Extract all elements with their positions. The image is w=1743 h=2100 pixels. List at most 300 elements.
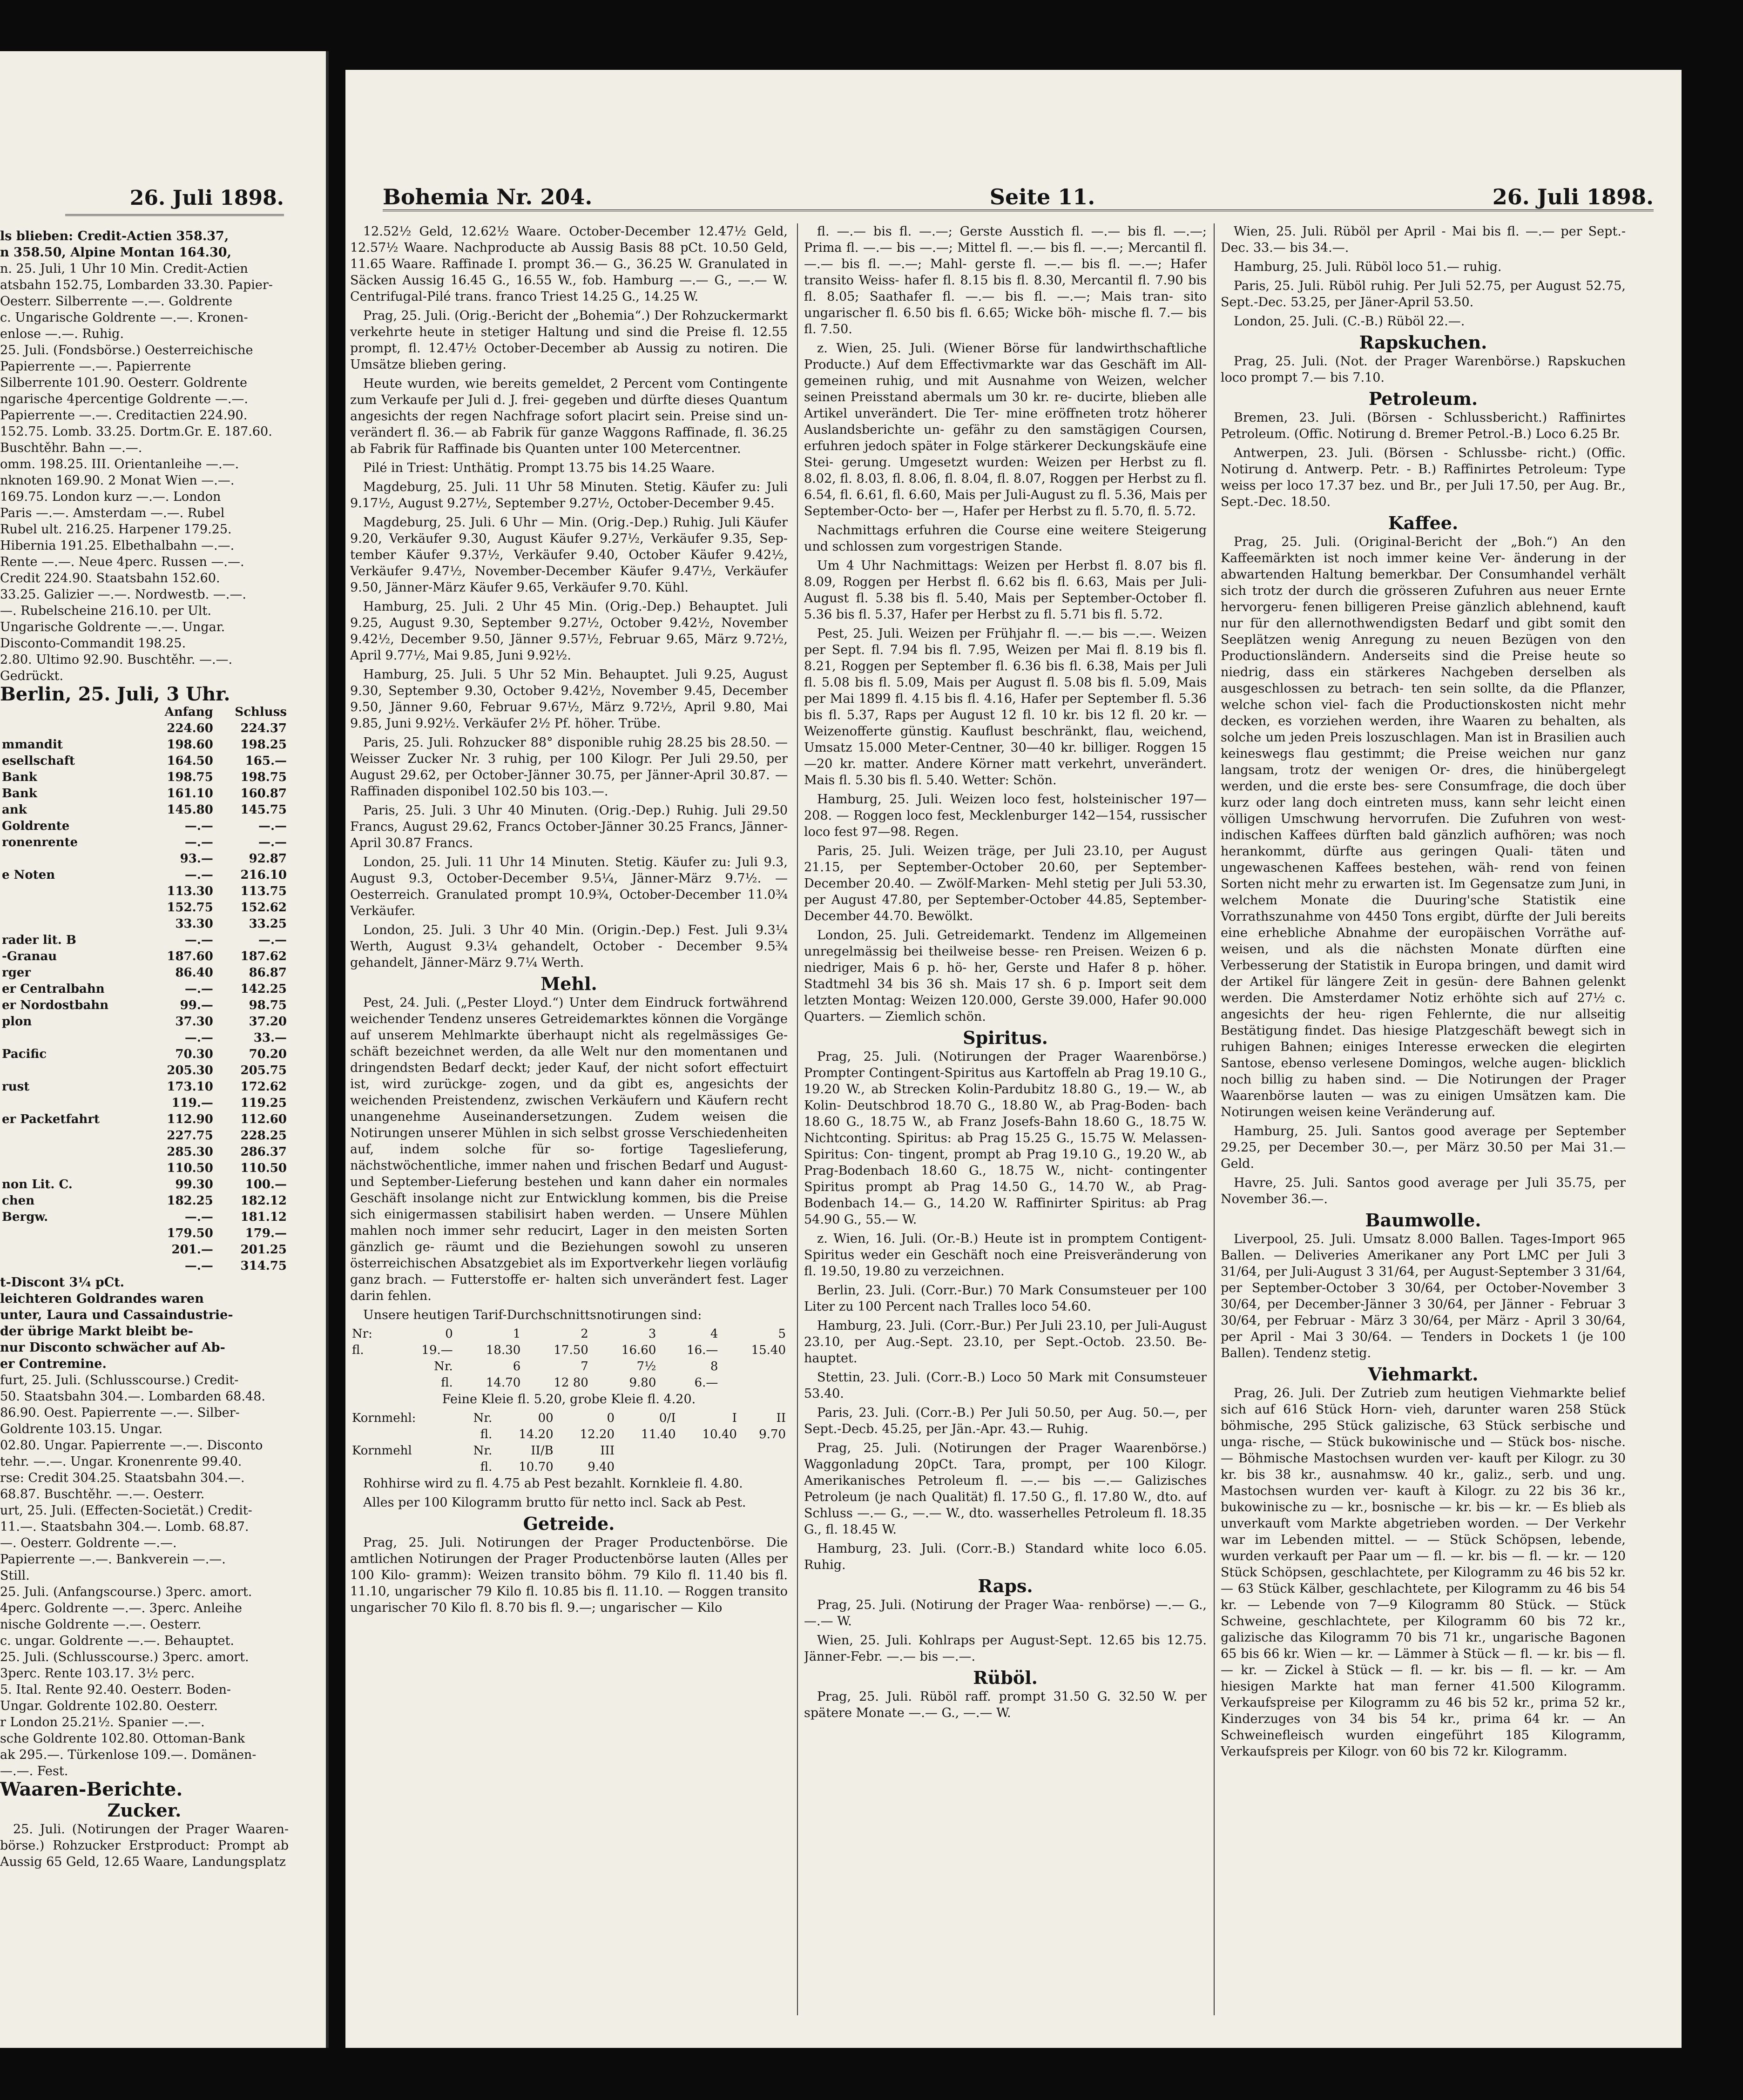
table-cell: 2 <box>581 1327 588 1341</box>
paragraph: Wien, 25. Juli. Rüböl per April - Mai bis fl. —.— per Sept.-Dec. 33.— bis 34.—. <box>1221 224 1626 255</box>
table-cell: 1 <box>513 1327 521 1341</box>
paragraph: London, 25. Juli. Getreidemarkt. Tendenz im Allgemeinen unregelmässig bei theilweise besse- ren Preisen. Weizen 6 p. niedriger, Mais 6 p. hö- her, Gerste und Hafer 8 p. höher. Stadtmehl 34 bis 36 sh. Mais 17 sh. 6 p. Import seit dem letzten Montag: Weizen 120.000, Gerste 39.000, Hafer 90.000 Quarters. — Ziemlich schön. <box>804 928 1207 1024</box>
section-heading-petroleum: Petroleum. <box>1368 388 1478 409</box>
table-row <box>350 1359 788 1375</box>
table-row <box>0 1177 289 1193</box>
column-3 <box>1221 223 1626 2015</box>
table-row <box>0 949 289 965</box>
paragraph: Havre, 25. Juli. Santos good average per Juli 35.75, per November 36.—. <box>1221 1176 1626 1206</box>
text-line: Ungar. Goldrente 102.80. Oesterr. <box>0 1699 218 1713</box>
table-cell: 285.30 <box>167 1145 213 1159</box>
section-heading-mehl: Mehl. <box>540 973 597 994</box>
table-row <box>0 737 289 753</box>
text-line: 3perc. Rente 103.17. 3½ perc. <box>0 1666 195 1681</box>
paragraph: Nachmittags erfuhren die Course eine weitere Steigerung und schlossen zum vorgestrigen Stande. <box>804 523 1207 554</box>
table-cell: chen <box>2 1194 35 1208</box>
table-cell: er Packetfahrt <box>2 1112 100 1126</box>
paragraph: Paris, 25. Juli. Rüböl ruhig. Per Juli 52.75, per August 52.75, Sept.-Dec. 53.25, per Jäner-April 53.50. <box>1221 279 1626 310</box>
table-cell: 16.— <box>687 1343 718 1357</box>
table-cell: 98.75 <box>249 998 287 1012</box>
table-cell: -Granau <box>2 949 57 963</box>
text-line: c. Ungarische Goldrente —.—. Kronen- <box>0 310 248 325</box>
paragraph: Liverpool, 25. Juli. Umsatz 8.000 Ballen. Tages-Import 965 Ballen. — Deliveries Amerikaner any Port LMC per Juli 3 31/64, per Juli-August 3 31/64, per August-September 3 31/64, per September-October 3 30/64, per October-November 3 30/64, per December-Jänner 3 30/64, per Jänner - Februar 3 30/64, per Februar - März 3 30/64, per März - April 3 30/64, per April - Mai 3 30/64. — Tenders in Dockets 1 (je 100 Ballen). Tendenz stetig. <box>1221 1232 1626 1360</box>
text-line: nknoten 169.90. 2 Monat Wien —.—. <box>0 473 235 488</box>
left-page <box>0 51 329 2048</box>
table-cell: 33.— <box>253 1031 287 1045</box>
paragraph: Prag, 25. Juli. (Not. der Prager Warenbörse.) Rapskuchen loco prompt 7.— bis 7.10. <box>1221 354 1626 385</box>
text-line: Papierrente —.—. Creditactien 224.90. <box>0 408 248 423</box>
table-cell: 224.37 <box>240 721 287 735</box>
text-line: Rente —.—. Neue 4perc. Russen —.—. <box>0 555 244 569</box>
table-cell: 18.30 <box>486 1343 521 1357</box>
table-cell: fl. <box>441 1376 453 1390</box>
paragraph: Prag, 25. Juli. Rüböl raff. prompt 31.50 G. 32.50 W. per spätere Monate —.— G., —.— W. <box>804 1689 1207 1720</box>
text-line: 25. Juli. (Anfangscourse.) 3perc. amort. <box>0 1585 252 1599</box>
table-row <box>0 786 289 802</box>
table-cell: 216.10 <box>240 868 287 882</box>
table-cell: 113.30 <box>167 884 213 898</box>
table-cell: 110.50 <box>167 1161 213 1175</box>
section-heading-raps: Raps. <box>978 1575 1033 1596</box>
table-cell: 179.— <box>245 1226 287 1240</box>
table-cell <box>0 883 146 900</box>
table-cell: Pacific <box>2 1047 47 1061</box>
table-row <box>0 1095 289 1111</box>
section-heading-rapskuchen: Rapskuchen. <box>1359 332 1487 353</box>
table-cell: —.— <box>258 835 287 849</box>
table-cell: 113.75 <box>240 884 287 898</box>
paragraph: Heute wurden, wie bereits gemeldet, 2 Percent vom Contingente zum Verkaufe per Juli d. J. frei- gegeben und dürfte dieses Quantum angesichts der regen Nachfrage sofort placirt sein. Preise sind un- verändert fl. 36.— ab Fabrik für ganze Waggons Raffinade, fl. 36.25 ab Fabrik für Raffinade bis Quanten unter 100 Metercentner. <box>350 377 788 456</box>
text-line: 50. Staatsbahn 304.—. Lombarden 68.48. <box>0 1389 265 1404</box>
table-cell: II <box>776 1411 786 1425</box>
section-heading-kaffee: Kaffee. <box>1388 512 1459 533</box>
page-number: Seite 11. <box>989 184 1095 209</box>
table-cell: 37.20 <box>249 1015 287 1029</box>
table-cell: Bank <box>2 770 37 784</box>
text-line: Paris —.—. Amsterdam —.—. Rubel <box>0 506 225 520</box>
table-cell: 99.— <box>180 998 213 1012</box>
table-cell: 0 <box>607 1411 615 1425</box>
text-line: Papierrente —.—. Papierrente <box>0 359 191 374</box>
table-cell: Nr. <box>473 1444 493 1458</box>
text-line: leichteren Goldrandes waren <box>0 1292 204 1306</box>
table-cell: fl. <box>352 1343 364 1357</box>
paragraph: Feine Kleie fl. 5.20, grobe Kleie fl. 4.20. <box>442 1392 696 1407</box>
table-cell <box>0 900 146 916</box>
table-row <box>0 835 289 851</box>
table-row <box>0 883 289 900</box>
table-cell <box>0 1030 146 1046</box>
table-cell: 201.25 <box>240 1243 287 1257</box>
table-cell: ronenrente <box>2 835 78 849</box>
table-row <box>0 802 289 818</box>
text-line: Berlin, 25. Juli, 3 Uhr. <box>0 683 230 705</box>
paragraph: Pest, 25. Juli. Weizen per Frühjahr fl. —.— bis —.—. Weizen per Sept. fl. 7.94 bis fl. 7.95, Weizen per Mai fl. 8.19 bis fl. 8.21, Roggen per September fl. 6.36 bis fl. 6.38, Mais per Juli fl. 5.08 bis fl. 5.09, Mais per August fl. 5.08 bis fl. 5.09, Mais per Mai 1899 fl. 4.15 bis fl. 4.16, Hafer per September fl. 5.36 bis fl. 5.37, Raps per August 12 fl. 10 kr. bis 12 fl. 20 kr. — Weizenofferte günstig. Kauflust beschränkt, flau, weichend, Umsatz 15.000 Meter-Centner, 30—40 kr. billiger. Roggen 15—20 kr. matter. Andere Körner matt verkehrt, unverändert. Mais fl. 5.30 bis fl. 5.40. Wetter: Schön. <box>804 626 1207 788</box>
paragraph: Hamburg, 25. Juli. Rüböl loco 51.— ruhig. <box>1234 260 1502 274</box>
text-line: 2.80. Ultimo 92.90. Buschtěhr. —.—. <box>0 653 233 667</box>
text-line: 68.87. Buschtěhr. —.—. Oesterr. <box>0 1487 205 1501</box>
table-cell: rger <box>2 966 31 980</box>
paragraph: Paris, 25. Juli. Rohzucker 88° disponible ruhig 28.25 bis 28.50. — Weisser Zucker Nr. 3 ruhig, per 100 Kilogr. Per Juli 29.50, per August 29.62, per October-Jänner 30.75, per Jänner-April 30.87. — Raffinaden disponibel 102.50 bis 103.—. <box>350 735 788 799</box>
text-line: Ungarische Goldrente —.—. Ungar. <box>0 620 225 634</box>
text-line: nische Goldrente —.—. Oesterr. <box>0 1617 202 1632</box>
table-cell: 179.50 <box>167 1226 213 1240</box>
table-cell: 92.87 <box>249 852 287 866</box>
table-cell: —.— <box>184 1259 213 1273</box>
table-cell: 14.20 <box>519 1427 554 1441</box>
table-row <box>0 851 289 867</box>
table-cell: 9.40 <box>588 1460 615 1474</box>
paragraph: Rohhirse wird zu fl. 4.75 ab Pest bezahlt. Kornkleie fl. 4.80. <box>363 1476 743 1491</box>
table-cell <box>0 1128 146 1144</box>
text-line: urt, 25. Juli. (Effecten-Societät.) Credit- <box>0 1503 252 1518</box>
table-cell: III <box>600 1444 615 1458</box>
text-line: 169.75. London kurz —.—. London <box>0 490 221 504</box>
table-row <box>0 1014 289 1030</box>
table-row <box>0 867 289 883</box>
table-cell: 11.40 <box>641 1427 676 1441</box>
paragraph: Hamburg, 23. Juli. (Corr.-B.) Standard white loco 6.05. Ruhig. <box>804 1541 1207 1572</box>
text-line: er Contremine. <box>0 1357 107 1371</box>
text-line: 25. Juli. (Fondsbörse.) Oesterreichische <box>0 343 253 357</box>
text-line: Oesterr. Silberrente —.—. Goldrente <box>0 294 233 309</box>
table-row <box>0 720 289 737</box>
paragraph: Hamburg, 25. Juli. Santos good average per September 29.25, per December 30.—, per März 30.50 per Mai 31.— Geld. <box>1221 1124 1626 1171</box>
table-cell <box>350 1459 458 1475</box>
text-line: —. Rubelscheine 216.10. per Ult. <box>0 604 211 618</box>
text-line: sche Goldrente 102.80. Ottoman-Bank <box>0 1731 245 1746</box>
text-line: nur Disconto schwächer auf Ab- <box>0 1340 225 1355</box>
table-cell: 205.30 <box>167 1063 213 1077</box>
text-line: unter, Laura und Cassaindustrie- <box>0 1308 233 1322</box>
paragraph: 25. Juli. (Notirungen der Prager Waaren- börse.) Rohzucker Erstproduct: Prompt ab Aussig 65 Geld, 12.65 Waare, Landungsplatz <box>0 1822 289 1869</box>
section-heading-rueboel: Rüböl. <box>973 1667 1038 1688</box>
text-line: Still. <box>0 1568 30 1583</box>
table-cell: 160.87 <box>240 787 287 801</box>
table-cell: er Nordostbahn <box>2 998 109 1012</box>
table-cell: 201.— <box>171 1243 213 1257</box>
table-row <box>0 900 289 916</box>
table-cell: 187.60 <box>167 949 213 963</box>
table-cell: 181.12 <box>240 1210 287 1224</box>
paragraph: Paris, 25. Juli. Weizen träge, per Juli 23.10, per August 21.15, per September-October 20.60, per September-December 20.40. — Zwölf-Marken- Mehl stetig per Juli 53.30, per August 47.80, per September-October 44.85, September-December 44.70. Bewölkt. <box>804 844 1207 923</box>
table-cell: 182.12 <box>240 1194 287 1208</box>
table-cell: fl. <box>480 1460 493 1474</box>
column-header: Anfang <box>164 705 213 719</box>
table-cell: 198.75 <box>240 770 287 784</box>
table-cell: 227.75 <box>167 1129 213 1143</box>
table-row <box>0 965 289 981</box>
scan-border <box>1702 0 1743 2100</box>
berlin-quotes-table <box>0 704 289 1274</box>
table-row <box>0 1144 289 1160</box>
text-line: tehr. —.—. Ungar. Kronenrente 99.40. <box>0 1454 242 1469</box>
text-line: Goldrente 103.15. Ungar. <box>0 1422 163 1436</box>
table-cell: 99.30 <box>175 1178 213 1191</box>
table-cell: —.— <box>184 1210 213 1224</box>
table-cell: 5 <box>778 1327 786 1341</box>
table-cell: 0 <box>445 1327 453 1341</box>
paragraph: Alles per 100 Kilogramm brutto für netto incl. Sack ab Pest. <box>363 1495 746 1510</box>
paragraph: Prag, 25. Juli. (Original-Bericht der „Boh.“) An den Kaffeemärkten ist noch immer keine Ver- änderung in der abwartenden Haltung bemerkbar. Der Consumhandel verhält sich trotz der durch die grösseren Zufuhren aus neuer Ernte hervorgeru- fenen billigeren Preise gänzlich ablehnend, kauft nur für den allernothwendigsten Bedarf und gibt somit den Seeplätzen wenig Anregung zu neuen Bezügen von den Productionsländern. Anderseits sind die Preise heute so niedrig, dass ein stärkeres Nachgeben derselben als ausgeschlossen zu betrach- ten sein sollte, da die Pflanzer, welche schon viel- fach die Productionskosten nicht mehr decken, es vorziehen werden, ihre Waaren zu behalten, als solche um jeden Preis loszuschlagen. Man ist in Brasilien auch keineswegs flau gestimmt; die Preise weichen nur ganz langsam, trotz der wenigen Or- dres, die hinübergelegt werden, und die erste bes- sere Consumfrage, die doch über kurz oder lang doch eintreten muss, kann sehr leicht einen völligen Umschwung hervorrufen. Die Zufuhren von west- indischen Kaffees dürften bald gänzlich aufhören; was noch herankommt, dürfte aus geringen Quali- täten und ungewaschenen Kaffees bestehen, wäh- rend von feinen Sorten nicht mehr zu erwarten ist. Im Gegensatze zum Juni, in welchem Monate die Duuring'sche Statistik eine Vorrathszunahme von 4450 Tons ergibt, dürfte der Juli bereits eine erhebliche Abnahme der europäischen Vorräthe auf- weisen, und als die nächsten Monate dürften eine Verbesserung der Statistik in Europa bringen, und damit wird der Artikel für längere Zeit in gesün- dere Bahnen gelenkt werden. Die Amsterdamer Notiz erhöhte sich auf 27½ c. angesichts der heu- rigen Fehlernte, die nur allseitig Bestätigung findet. Das hiesige Platzgeschäft bewegt sich in ruhigen Bahnen; einiges Interesse erwecken die elegirten Santose, ebenso verlesene Domingos, welche augen- blicklich noch billig zu haben sind. — Die Notirungen der Prager Waarenbörse lauten — was zu einigen Umsätzen kam. Die Notirungen weisen keine Veränderung auf. <box>1221 535 1626 1119</box>
table-cell: 6 <box>513 1360 521 1373</box>
table-row <box>350 1459 788 1475</box>
text-line: Hibernia 191.25. Elbethalbahn —.—. <box>0 538 235 553</box>
table-cell: —.— <box>184 982 213 996</box>
table-cell: 10.40 <box>702 1427 737 1441</box>
table-cell: 10.70 <box>519 1460 554 1474</box>
table-cell: Nr. <box>473 1411 493 1425</box>
table-cell: 182.25 <box>167 1194 213 1208</box>
table-cell: I <box>732 1411 737 1425</box>
table-cell: 12 80 <box>554 1376 588 1390</box>
newspaper-name: Bohemia Nr. 204. <box>383 184 593 209</box>
table-cell: 86.87 <box>249 966 287 980</box>
table-cell: —.— <box>184 835 213 849</box>
table-cell: 9.70 <box>759 1427 786 1441</box>
table-cell: 314.75 <box>240 1259 287 1273</box>
table-cell: 19.— <box>421 1343 453 1357</box>
table-row <box>0 1242 289 1258</box>
table-cell: 172.62 <box>240 1080 287 1094</box>
table-cell: —.— <box>184 819 213 833</box>
table-cell: 9.80 <box>629 1376 656 1390</box>
paragraph: Prag, 26. Juli. Der Zutrieb zum heutigen Viehmarkte belief sich auf 616 Stück Horn- vieh, darunter waren 258 Stück böhmische, 295 Stück galizische, 63 Stück serbische und unga- rische, — Stück bukowinische und — Stück bos- nische. — Böhmische Mastochsen wurden ver- kauft per Kilogr. zu 30 kr. bis 38 kr., ausnahmsw. 40 kr., galiz., serb. und ung. Mastochsen wurden ver- kauft à Kilogr. zu 22 bis 36 kr., bukowinische zu — kr., bosnische — kr. bis — kr. — Es blieb als unverkauft vom Markte abgetrieben worden. — Der Verkehr war im Lebenden mittel. — — Stück Schöpsen, lebende, wurden verkauft per Paar um — fl. — kr. bis — fl. — kr. — 120 Stück Schöpsen, geschlachtete, per Kilogramm zu 46 bis 52 kr. — 63 Stück Kälber, geschlachtete, per Kilogramm zu 46 bis 54 kr. — Lebende von 7—9 Kilogramm 80 Stück. — Stück Schweine, geschlachtete, per Kilogramm 60 bis 72 kr., galizische das Kilogramm 70 bis 71 kr., ungarische Bagonen 65 bis 66 kr. Wien — kr. — Lämmer à Stück — fl. — kr. bis — fl. — kr. — Zickel à Stück — fl. — kr. bis — fl. — kr. — Am hiesigen Markte hat man ferner 41.500 Kilogramm. Verkaufspreise per Kilogramm zu 46 bis 52 kr., prima 52 kr., Kinderzuges von 34 bis 54 kr., prima 64 kr. — An Schweinefleisch wurden eingeführt 185 Kilogramm, Verkaufspreis per Kilogr. von 60 bis 72 kr. Kilogramm. <box>1221 1386 1626 1759</box>
table-cell: —.— <box>258 819 287 833</box>
text-line: n 358.50, Alpine Montan 164.30, <box>0 245 231 260</box>
paragraph: Stettin, 23. Juli. (Corr.-B.) Loco 50 Mark mit Consumsteuer 53.40. <box>804 1370 1207 1401</box>
kornmehl-table <box>350 1410 788 1475</box>
table-cell: plon <box>2 1015 32 1029</box>
table-cell: —.— <box>184 933 213 947</box>
table-row <box>0 1111 289 1128</box>
table-cell: Nr: <box>352 1327 372 1341</box>
table-cell: mmandit <box>2 738 63 752</box>
left-page-column <box>0 228 289 2015</box>
table-cell: 187.62 <box>240 949 287 963</box>
table-row <box>0 932 289 949</box>
table-row <box>350 1427 788 1443</box>
table-row <box>0 1079 289 1095</box>
table-cell: 112.60 <box>240 1112 287 1126</box>
table-cell: 93.— <box>180 852 213 866</box>
paragraph: Hamburg, 23. Juli. (Corr.-Bur.) Per Juli 23.10, per Juli-August 23.10, per Aug.-Sept. 23.10, per Sept.-Octob. 23.50. Be- hauptet. <box>804 1319 1207 1366</box>
table-cell: 152.75 <box>167 901 213 915</box>
section-heading-viehmarkt: Viehmarkt. <box>1368 1364 1479 1385</box>
table-cell: 119.— <box>171 1096 213 1110</box>
text-line: 152.75. Lomb. 33.25. Dortm.Gr. E. 187.60. <box>0 424 272 439</box>
table-row <box>0 997 289 1014</box>
paragraph: Paris, 23. Juli. (Corr.-B.) Per Juli 50.50, per Aug. 50.—, per Sept.-Decb. 45.25, per Jän.-Apr. 43.— Ruhig. <box>804 1406 1207 1436</box>
paragraph: Wien, 25. Juli. Kohlraps per August-Sept. 12.65 bis 12.75. Jänner-Febr. —.— bis —.—. <box>804 1633 1207 1664</box>
column-rule <box>1214 223 1215 2015</box>
paragraph: 12.52½ Geld, 12.62½ Waare. October-December 12.47½ Geld, 12.57½ Waare. Nachproducte ab Aussig Basis 88 pCt. 10.50 Geld, 11.65 Waare. Raffinade I. prompt 36.— G., 36.25 W. Granulated in Säcken Aussig 16.45 G., 16.55 W., fob. Hamburg —.— G., —.— W. Centrifugal-Pilé trans. franco Triest 14.25 G., 14.25 W. <box>350 224 788 304</box>
paragraph: London, 25. Juli. 3 Uhr 40 Min. (Origin.-Dep.) Fest. Juli 9.3¼ Werth, August 9.3¼ gehandelt, October - December 9.5¾ gehandelt, Jänner-März 9.7¼ Werth. <box>350 923 788 970</box>
column-header: Schluss <box>235 705 287 719</box>
table-cell: rust <box>2 1080 30 1094</box>
table-row <box>350 1375 788 1391</box>
paragraph: Prag, 25. Juli. (Notirung der Prager Waa- renbörse) —.— G., —.— W. <box>804 1598 1207 1629</box>
text-line: Rubel ult. 216.25. Harpener 179.25. <box>0 522 232 537</box>
paragraph: London, 25. Juli. (C.-B.) Rüböl 22.—. <box>1234 314 1465 329</box>
table-cell: 198.60 <box>167 738 213 752</box>
table-row <box>0 1193 289 1209</box>
text-line: 5. Ital. Rente 92.40. Oesterr. Boden- <box>0 1683 231 1697</box>
table-cell: Bergw. <box>2 1210 48 1224</box>
text-line: ngarische 4percentige Goldrente —.—. <box>0 392 248 406</box>
paragraph: Um 4 Uhr Nachmittags: Weizen per Herbst fl. 8.07 bis fl. 8.09, Roggen per Herbst fl. 6.62 bis fl. 6.63, Mais per Juli-August fl. 5.38 bis fl. 5.40, Mais per September-October fl. 5.36 bis fl. 5.37, Hafer per Herbst zu fl. 5.71 bis fl. 5.72. <box>804 559 1207 622</box>
table-cell: 0/I <box>659 1411 676 1425</box>
table-cell: 86.40 <box>175 966 213 980</box>
table-row <box>0 818 289 835</box>
paragraph: Hamburg, 25. Juli. 2 Uhr 45 Min. (Orig.-Dep.) Behauptet. Juli 9.25, August 9.30, September 9.27½, October 9.42½, November 9.42½, December 9.50, Jänner 9.57½, Februar 9.65, März 9.72½, April 9.77½, Mai 9.85, Juni 9.92½. <box>350 599 788 663</box>
table-row <box>0 1225 289 1242</box>
paragraph: Bremen, 23. Juli. (Börsen - Schlussbericht.) Raffinirtes Petroleum. (Offic. Notirung d. Bremer Petrol.-B.) Loco 6.25 Br. <box>1221 411 1626 441</box>
text-line: —.—. Fest. <box>0 1764 68 1778</box>
paragraph: London, 25. Juli. 11 Uhr 14 Minuten. Stetig. Käufer zu: Juli 9.3, August 9.3, October-December 9.5¼, Jänner-März 9.7½. — Oesterreich. Granulated prompt 10.9¾, October-December 11.0¾ Verkäufer. <box>350 855 788 918</box>
table-row <box>0 769 289 786</box>
section-heading-getreide: Getreide. <box>523 1513 615 1534</box>
column-rule <box>797 223 798 2015</box>
paragraph: Magdeburg, 25. Juli. 6 Uhr — Min. (Orig.-Dep.) Ruhig. Juli Käufer 9.20, Verkäufer 9.30, August Käufer 9.27½, Verkäufer 9.35, Sep- tember Käufer 9.37½, Verkäufer 9.40, October Käufer 9.42½, Verkäufer 9.47½, November-December Käufer 9.47½, Verkäufer 9.50, Jänner-März Käufer 9.65, Verkäufer 9.70. Kühl. <box>350 515 788 595</box>
table-cell: 145.80 <box>167 803 213 817</box>
table-cell: II/B <box>531 1444 554 1458</box>
table-cell <box>0 1063 146 1079</box>
table-cell: 33.25 <box>249 917 287 931</box>
table-row <box>0 1046 289 1063</box>
flour-price-table <box>350 1326 788 1391</box>
text-line: ls blieben: Credit-Actien 358.37, <box>0 229 229 243</box>
table-cell: esellschaft <box>2 754 75 768</box>
paragraph: Magdeburg, 25. Juli. 11 Uhr 58 Minuten. Stetig. Käufer zu: Juli 9.17½, August 9.27½, September 9.27½, October-December 9.45. <box>350 480 788 511</box>
table-cell <box>0 1160 146 1177</box>
table-row <box>350 1410 788 1427</box>
table-row <box>0 1160 289 1177</box>
table-cell: 70.20 <box>249 1047 287 1061</box>
table-cell: —.— <box>258 933 287 947</box>
text-line: Credit 224.90. Staatsbahn 152.60. <box>0 571 220 586</box>
table-cell: 145.75 <box>240 803 287 817</box>
paragraph: Prag, 25. Juli. (Orig.-Bericht der „Bohemia“.) Der Rohzuckermarkt verkehrte heute in stetiger Haltung und sind die Preise fl. 12.55 prompt, fl. 12.47½ October-December ab Aussig zu notiren. Die Umsätze blieben gering. <box>350 309 788 372</box>
text-line: atsbahn 152.75, Lombarden 33.30. Papier- <box>0 278 273 292</box>
paragraph: Prag, 25. Juli. (Notirungen der Prager Waarenbörse.) Prompter Contingent-Spiritus aus Kartoffeln ab Prag 19.10 G., 19.20 W., ab Strecken Kolin-Pardubitz 18.80 G., 19.— W., ab Kolin- Deutschbrod 18.70 G., 18.80 W., ab Prag-Boden- bach 18.60 G., 18.75 W., ab Franz Josefs-Bahn 18.60 G., 18.75 W. Nichtconting. Spiritus: ab Prag 15.25 G., 15.75 W. Melassen-Spiritus: Con- tingent, prompt ab Prag 19.10 G., 19.20 W., ab Prag-Bodenbach 18.60 G., 18.75 W., nicht- contingenter Spiritus prompt ab Prag 14.50 G., 14.70 W., ab Prag-Bodenbach 14.— G., 14.20 W. Raffinirter Spiritus: ab Prag 54.90 G., 55.— W. <box>804 1050 1207 1227</box>
table-cell: Goldrente <box>2 819 70 833</box>
table-cell <box>0 1095 146 1111</box>
text-line: c. ungar. Goldrente —.—. Behauptet. <box>0 1634 234 1648</box>
table-row <box>0 1128 289 1144</box>
table-row <box>350 1342 788 1359</box>
section-heading-baumwolle: Baumwolle. <box>1365 1210 1481 1231</box>
table-cell <box>350 1427 458 1443</box>
table-cell: 110.50 <box>240 1161 287 1175</box>
table-cell <box>350 1359 393 1375</box>
table-cell: 205.75 <box>240 1063 287 1077</box>
table-cell: 173.10 <box>167 1080 213 1094</box>
table-cell: 112.90 <box>167 1112 213 1126</box>
table-cell <box>350 1375 393 1391</box>
table-cell: 4 <box>710 1327 718 1341</box>
table-cell: 142.25 <box>240 982 287 996</box>
table-cell: Kornmehl: <box>352 1411 416 1425</box>
text-line: 33.25. Galizier —.—. Nordwestb. —.—. <box>0 587 246 602</box>
text-line: t-Discont 3¼ pCt. <box>0 1275 125 1290</box>
table-cell: 33.30 <box>175 917 213 931</box>
text-line: Zucker. <box>107 1800 182 1821</box>
text-line: rse: Credit 304.25. Staatsbahn 304.—. <box>0 1471 245 1485</box>
text-line: Papierrente —.—. Bankverein —.—. <box>0 1552 226 1567</box>
table-cell: 286.37 <box>240 1145 287 1159</box>
table-cell: 100.— <box>245 1178 287 1191</box>
table-cell: 165.— <box>245 754 287 768</box>
text-line: Silberrente 101.90. Oesterr. Goldrente <box>0 376 247 390</box>
text-line: der übrige Markt bleibt be- <box>0 1324 193 1339</box>
table-cell: ank <box>2 803 27 817</box>
table-cell: 12.20 <box>580 1427 615 1441</box>
table-row <box>0 1258 289 1274</box>
paragraph: z. Wien, 16. Juli. (Or.-B.) Heute ist in promptem Contigent-Spiritus weder ein Geschäft noch eine Preisveränderung von fl. 19.50, 19.80 zu verzeichnen. <box>804 1232 1207 1279</box>
paragraph: Antwerpen, 23. Juli. (Börsen - Schlussbe- richt.) (Offic. Notirung d. Antwerp. Petr. - B.) Raffinirtes Petroleum: Type weiss per loco 17.37 bez. und Br., per Juli 17.50, per Aug. Br., Sept.-Dec. 18.50. <box>1221 446 1626 509</box>
paragraph: Pilé in Triest: Unthätig. Prompt 13.75 bis 14.25 Waare. <box>363 461 715 475</box>
table-row <box>0 1209 289 1225</box>
column-2 <box>804 223 1207 2015</box>
text-line: 86.90. Oest. Papierrente —.—. Silber- <box>0 1406 240 1420</box>
table-row <box>0 981 289 997</box>
paragraph: Prag, 25. Juli. Notirungen der Prager Productenbörse. Die amtlichen Notirungen der Prager Productenbörse lauten (Alles per 100 Kilo- gramm): Weizen transito böhm. 79 Kilo fl. 11.40 bis fl. 11.10, ungarischer 79 Kilo fl. 10.85 bis fl. 11.10. — Roggen transito ungarischer 70 Kilo fl. 8.70 bis fl. 9.—; ungarischer — Kilo <box>350 1535 788 1615</box>
table-cell: 224.60 <box>167 721 213 735</box>
text-line: furt, 25. Juli. (Schlusscourse.) Credit- <box>0 1373 239 1387</box>
table-cell: 37.30 <box>175 1015 213 1029</box>
table-row <box>0 1063 289 1079</box>
table-row <box>0 916 289 932</box>
table-cell: 198.75 <box>167 770 213 784</box>
table-cell: —.— <box>184 1031 213 1045</box>
table-cell <box>0 916 146 932</box>
table-cell: —.— <box>184 868 213 882</box>
paragraph: Hamburg, 25. Juli. 5 Uhr 52 Min. Behauptet. Juli 9.25, August 9.30, September 9.30, October 9.42½, November 9.45, December 9.50, Jänner 9.60, Februar 9.67½, März 9.72½, April 9.80, Mai 9.85, Juni 9.92½. Verkäufer 2½ Pf. höher. Trübe. <box>350 667 788 731</box>
table-cell: Bank <box>2 787 37 801</box>
table-cell: 119.25 <box>240 1096 287 1110</box>
table-cell: 7 <box>581 1360 588 1373</box>
paragraph: z. Wien, 25. Juli. (Wiener Börse für landwirthschaftliche Producte.) Auf dem Effectivmarkte war das Geschäft im All- gemeinen ruhig, und mit Ausnahme von Weizen, welcher seinen Preisstand abermals um 30 kr. re- ducirte, blieben alle Artikel unverändert. Die Ter- mine eröffneten trotz höherer Auslandsberichte un- gefähr zu den samstägigen Coursen, erfuhren jedoch später in Folge stärkerer Deckungskäufe eine Stei- gerung. Umgesetzt wurden: Weizen per Herbst zu fl. 8.02, fl. 8.03, fl. 8.06, fl. 8.04, fl. 8.07, Roggen per Herbst zu fl. 6.54, fl. 6.61, fl. 6.60, Mais per Juli-August zu fl. 5.36, Mais per September-Octo- ber —, Hafer per Herbst zu fl. 5.70, fl. 5.72. <box>804 341 1207 518</box>
table-cell: non Lit. C. <box>2 1178 73 1191</box>
main-page <box>345 70 1682 2048</box>
table-cell: fl. <box>480 1427 493 1441</box>
table-cell: 7½ <box>636 1360 656 1373</box>
table-cell: 3 <box>648 1327 656 1341</box>
text-line: 02.80. Ungar. Papierrente —.—. Disconto <box>0 1438 263 1453</box>
text-line: n. 25. Juli, 1 Uhr 10 Min. Credit-Actien <box>0 262 248 276</box>
paragraph: fl. —.— bis fl. —.—; Gerste Ausstich fl. —.— bis fl. —.—; Prima fl. —.— bis —.—; Mittel fl. —.— bis fl. —.—; Mercantil fl. —.— bis fl. —.—; Mahl- gerste fl. —.— bis fl. —.—; Hafer transito Weiss- hafer fl. 8.15 bis fl. 8.30, Mercantil fl. 7.90 bis fl. 8.05; Saathafer fl. —.— bis fl. —.—; Mais tran- sito ungarischer fl. 6.50 bis fl. 6.65; Wicke böh- mische fl. 7.— bis fl. 7.50. <box>804 224 1207 337</box>
table-cell: Nr. <box>434 1360 453 1373</box>
table-cell: 17.50 <box>554 1343 588 1357</box>
paragraph: Pest, 24. Juli. („Pester Lloyd.“) Unter dem Eindruck fortwährend weichender Tendenz unseres Getreidemarktes können die Vorgänge auf unserem Mehlmarkte überhaupt nicht als regelmässiges Ge- schäft bezeichnet werden, da alle Welt nur den momentanen und dringendsten Bedarf deckt; jeder Kauf, der nicht sofort effectuirt ist, wird zurückge- zogen, und da gibt es, angesichts der weichenden Preistendenz, zwischen Verkäufern und Käufern recht unangenehme Auseinandersetzungen. Zudem weisen die Notirungen unserer Mühlen in sich selbst grosse Verschiedenheiten auf, indem solche für so- fortige Tageslieferung, nächstwöchentliche, immer nahen und frischen Bedarf und August- und September-Lieferung bestehen und kann daher ein normales Geschäft insolange nicht zur Entwicklung kommen, bis die Preise sich einigermassen stabilisirt haben werden. — Unsere Mühlen mahlen noch immer sehr reducirt, Lager in den meisten Sorten gänzlich ge- räumt und die Beziehungen sowohl zu unseren österreichischen Absatzgebiet als im Exportverkehr liegen vorläufig ganz brach. — Futterstoffe er- halten sich unverändert fest. Lager darin fehlen. <box>350 996 788 1303</box>
issue-date: 26. Juli 1898. <box>1492 184 1654 209</box>
text-line: ak 295.—. Türkenlose 109.—. Domänen- <box>0 1748 257 1762</box>
paragraph: Paris, 25. Juli. 3 Uhr 40 Minuten. (Orig.-Dep.) Ruhig. Juli 29.50 Francs, August 29.62, Francs October-Jänner 30.25 Francs, Jänner-April 30.87 Francs. <box>350 803 788 850</box>
table-cell: 00 <box>538 1411 554 1425</box>
section-heading-spiritus: Spiritus. <box>963 1027 1048 1048</box>
paragraph: Berlin, 23. Juli. (Corr.-Bur.) 70 Mark Consumsteuer per 100 Liter zu 100 Percent nach Tralles loco 54.60. <box>804 1283 1207 1314</box>
text-line: Buschtěhr. Bahn —.—. <box>0 441 142 455</box>
text-line: omm. 198.25. III. Orientanleihe —.—. <box>0 457 239 471</box>
table-cell: 198.25 <box>240 738 287 752</box>
table-cell: 164.50 <box>167 754 213 768</box>
table-cell: 228.25 <box>240 1129 287 1143</box>
table-cell <box>0 1242 146 1258</box>
text-line: Gedrückt. <box>0 669 64 683</box>
page-header <box>383 182 1654 211</box>
left-page-header <box>65 186 284 216</box>
